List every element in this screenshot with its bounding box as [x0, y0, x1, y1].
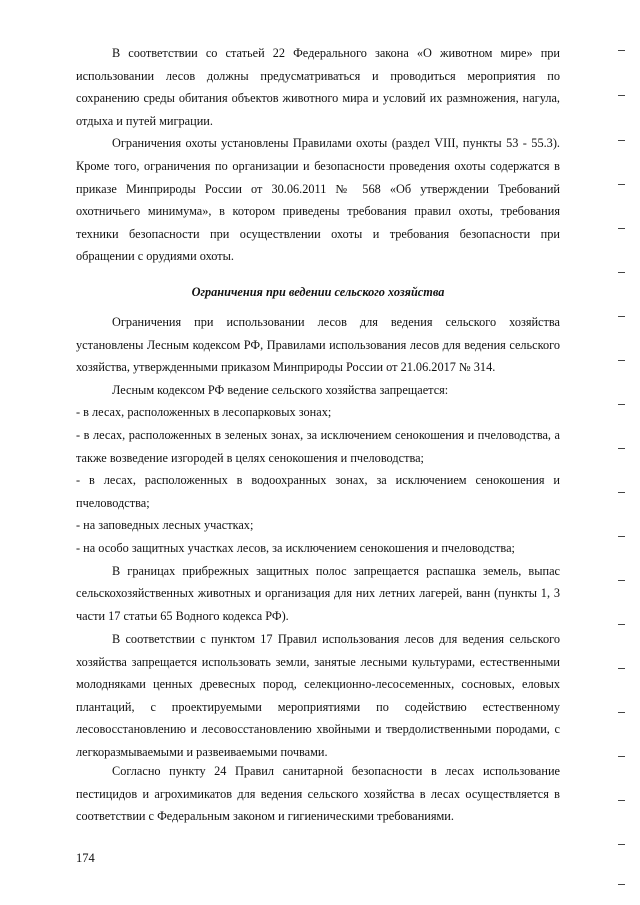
margin-tick — [618, 404, 625, 405]
margin-tick — [618, 228, 625, 229]
text-block-1 — [76, 42, 560, 268]
list-item: - на заповедных лесных участках; — [76, 518, 254, 533]
paragraph-rules-24: Согласно пункту 24 Правил санитарной безопасности в лесах использование пестицидов и агрохимикатов для ведения сельского хозяйства в лесах осуществляется в соответствии с Федеральным законом и гигиеническими требованиями. — [76, 764, 560, 824]
page-number: 174 — [76, 851, 95, 865]
margin-tick — [618, 492, 625, 493]
section-heading-block — [76, 281, 560, 303]
list-item: - на особо защитных участках лесов, за исключением сенокошения и пчеловодства; — [76, 540, 515, 555]
margin-tick — [618, 800, 625, 801]
margin-tick — [618, 50, 625, 51]
section-heading: Ограничения при ведении сельского хозяйства — [191, 285, 445, 299]
list-item: - в лесах, расположенных в зеленых зонах, за исключением сенокошения и пчеловодства, а также возведение изгородей в целях сенокошения и пчеловодства; — [76, 427, 560, 465]
paragraph-hunting: Ограничения охоты установлены Правилами охоты (раздел VIII, пункты 53 - 55.3). Кроме того, ограничения по организации и безопасности проведения охоты содержатся в приказе Минприроды России от 30.06.2011 № 568 «Об утверждении Требований охотничьего минимума», в котором приведены требования правил охоты, требования техники безопасности при осуществлении охоты и требования безопасности при обращении с орудиями охоты. — [76, 136, 560, 264]
paragraph-rules-17: В соответствии с пунктом 17 Правил использования лесов для ведения сельского хозяйства запрещается использовать земли, занятые лесными культурами, естественными молодняками ценных древесных пород, селекционно-лесосеменных, сосновых, еловых плантаций, с проектируемыми мероприятиями по содействию естественному лесовосстановлению и лесовосстановлению хвойными и твердолиственными породами, с легкоразмываемыми и развеиваемыми почвами. — [76, 632, 560, 759]
margin-tick — [618, 668, 625, 669]
margin-tick — [618, 140, 625, 141]
list-item: - в лесах, расположенных в лесопарковых зонах; — [76, 405, 332, 420]
margin-tick — [618, 95, 625, 96]
paragraph-coastal: В границах прибрежных защитных полос запрещается распашка земель, выпас сельскохозяйственных животных и организация для них летних лагерей, ванн (пункты 1, 3 части 17 статьи 65 Водного кодекса РФ). — [76, 563, 560, 623]
margin-tick — [618, 360, 625, 361]
margin-tick — [618, 316, 625, 317]
margin-tick — [618, 884, 625, 885]
margin-tick — [618, 712, 625, 713]
paragraph-agri-intro: Ограничения при использовании лесов для ведения сельского хозяйства установлены Лесным кодексом РФ, Правилами использования лесов для ведения сельского хозяйства, утвержденными приказом Минприроды России от 21.06.2017 № 314. — [76, 315, 560, 375]
margin-tick — [618, 844, 625, 845]
paragraph-prohibited: Лесным кодексом РФ ведение сельского хозяйства запрещается: — [112, 382, 449, 397]
margin-tick — [618, 448, 625, 449]
margin-tick — [618, 756, 625, 757]
paragraph-wildlife: В соответствии со статьей 22 Федерального закона «О животном мире» при использовании лесов должны предусматриваться и проводиться мероприятия по сохранению среды обитания объектов животного мира и условий их размножения, нагула, отдыха и путей миграции. — [76, 46, 560, 128]
margin-tick — [618, 624, 625, 625]
margin-tick — [618, 580, 625, 581]
margin-tick — [618, 184, 625, 185]
margin-tick — [618, 536, 625, 537]
text-block-3 — [76, 628, 560, 764]
text-block-4 — [76, 760, 560, 828]
margin-tick — [618, 272, 625, 273]
text-block-2 — [76, 311, 560, 627]
list-item: - в лесах, расположенных в водоохранных зонах, за исключением сенокошения и пчеловодства; — [76, 473, 560, 510]
